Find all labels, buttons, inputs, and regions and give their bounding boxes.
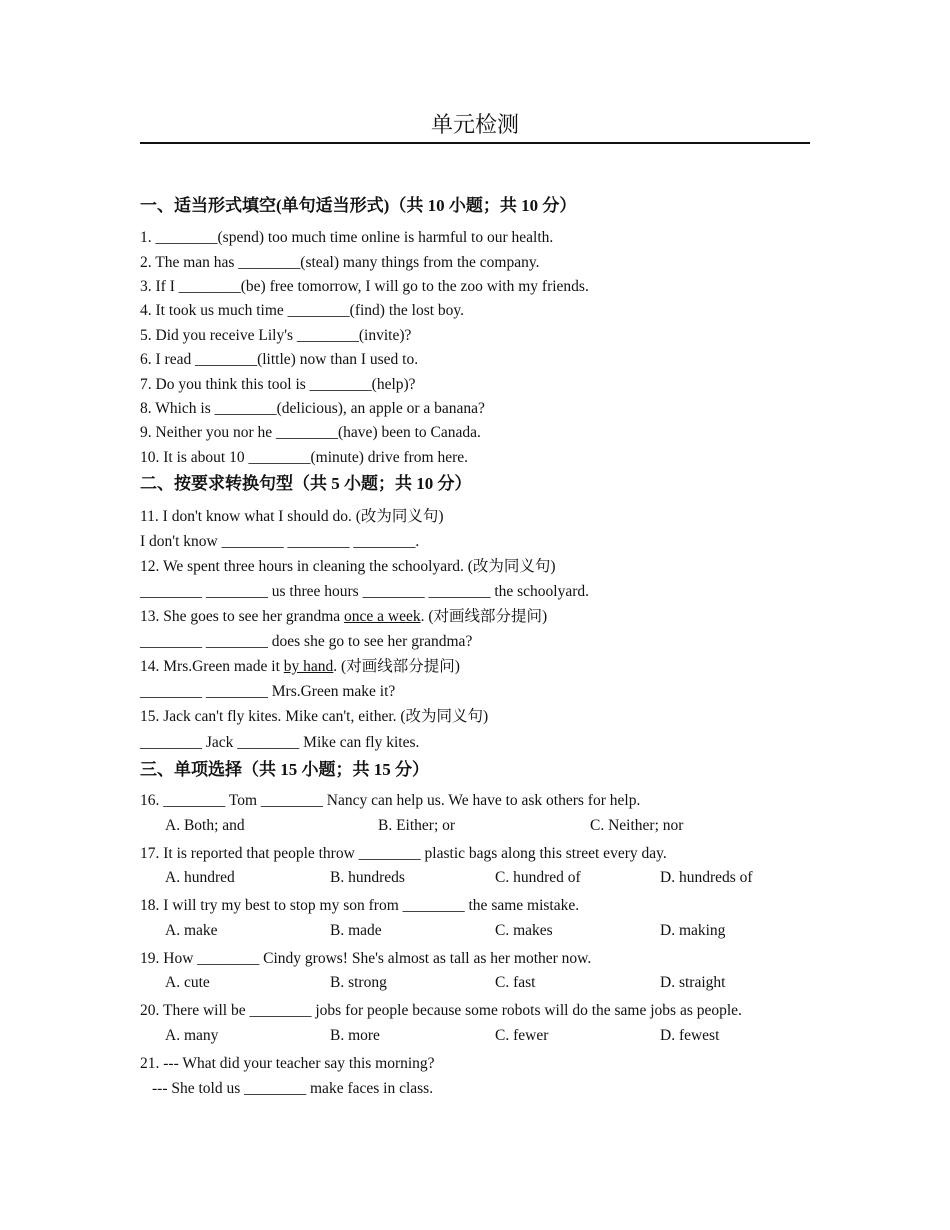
option-17d: D. hundreds of (660, 869, 753, 886)
option-18b: B. made (330, 922, 382, 939)
answer-14: ________ ________ Mrs.Green make it? (140, 683, 396, 700)
answer-13: ________ ________ does she go to see her grandma? (140, 633, 473, 650)
question-13-instruction: . (对画线部分提问) (420, 608, 548, 625)
option-20a: A. many (165, 1027, 219, 1044)
question-15: 15. Jack can't fly kites. Mike can't, either. (改为同义句) (140, 708, 489, 725)
option-18c: C. makes (495, 922, 553, 939)
question-17: 17. It is reported that people throw ________ plastic bags along this street every day. (140, 845, 667, 862)
question-10: 10. It is about 10 ________(minute) drive from here. (140, 449, 469, 466)
question-20: 20. There will be ________ jobs for people because some robots will do the same jobs as people. (140, 1002, 742, 1019)
option-16b: B. Either; or (378, 817, 456, 834)
option-19b: B. strong (330, 974, 387, 991)
option-18d: D. making (660, 922, 726, 939)
question-14-underlined: by hand (283, 658, 334, 675)
question-14-text: 14. Mrs.Green made it (140, 658, 284, 675)
section-1-heading: 一、适当形式填空(单句适当形式)（共 10 小题；共 10 分） (140, 196, 577, 215)
option-20d: D. fewest (660, 1027, 720, 1044)
question-13-underlined: once a week (344, 608, 421, 625)
question-9: 9. Neither you nor he ________(have) been to Canada. (140, 424, 481, 441)
option-20c: C. fewer (495, 1027, 549, 1044)
question-7: 7. Do you think this tool is ________(help)? (140, 376, 416, 393)
option-17a: A. hundred (165, 869, 235, 886)
page-title: 单元检测 (140, 110, 810, 144)
option-18a: A. make (165, 922, 218, 939)
option-19d: D. straight (660, 974, 726, 991)
answer-15: ________ Jack ________ Mike can fly kites. (140, 734, 420, 751)
question-3: 3. If I ________(be) free tomorrow, I will go to the zoo with my friends. (140, 278, 589, 295)
option-16a: A. Both; and (165, 817, 245, 834)
question-14-instruction: . (对画线部分提问) (333, 658, 460, 675)
answer-11: I don't know ________ ________ ________. (140, 533, 420, 550)
question-1: 1. ________(spend) too much time online is harmful to our health. (140, 229, 554, 246)
question-16: 16. ________ Tom ________ Nancy can help us. We have to ask others for help. (140, 792, 641, 809)
question-4: 4. It took us much time ________(find) the lost boy. (140, 302, 465, 319)
question-13 (140, 607, 547, 627)
option-16c: C. Neither; nor (590, 817, 684, 834)
section-3-heading: 三、单项选择（共 15 小题；共 15 分） (140, 760, 429, 779)
answer-12: ________ ________ us three hours ________ ________ the schoolyard. (140, 583, 590, 600)
question-12: 12. We spent three hours in cleaning the schoolyard. (改为同义句) (140, 558, 556, 575)
option-19a: A. cute (165, 974, 210, 991)
question-5: 5. Did you receive Lily's ________(invite)? (140, 327, 412, 344)
question-19: 19. How ________ Cindy grows! She's almost as tall as her mother now. (140, 950, 592, 967)
question-8: 8. Which is ________(delicious), an apple or a banana? (140, 400, 485, 417)
question-11: 11. I don't know what I should do. (改为同义句) (140, 508, 444, 525)
question-21-reply: --- She told us ________ make faces in class. (152, 1080, 434, 1097)
question-2: 2. The man has ________(steal) many things from the company. (140, 254, 540, 271)
question-13-text: 13. She goes to see her grandma (140, 608, 345, 625)
question-21: 21. --- What did your teacher say this morning? (140, 1055, 435, 1072)
question-6: 6. I read ________(little) now than I used to. (140, 351, 419, 368)
question-18: 18. I will try my best to stop my son from ________ the same mistake. (140, 897, 580, 914)
question-14 (140, 657, 460, 677)
option-20b: B. more (330, 1027, 380, 1044)
option-17b: B. hundreds (330, 869, 405, 886)
option-17c: C. hundred of (495, 869, 581, 886)
option-19c: C. fast (495, 974, 536, 991)
section-2-heading: 二、按要求转换句型（共 5 小题；共 10 分） (140, 474, 472, 493)
